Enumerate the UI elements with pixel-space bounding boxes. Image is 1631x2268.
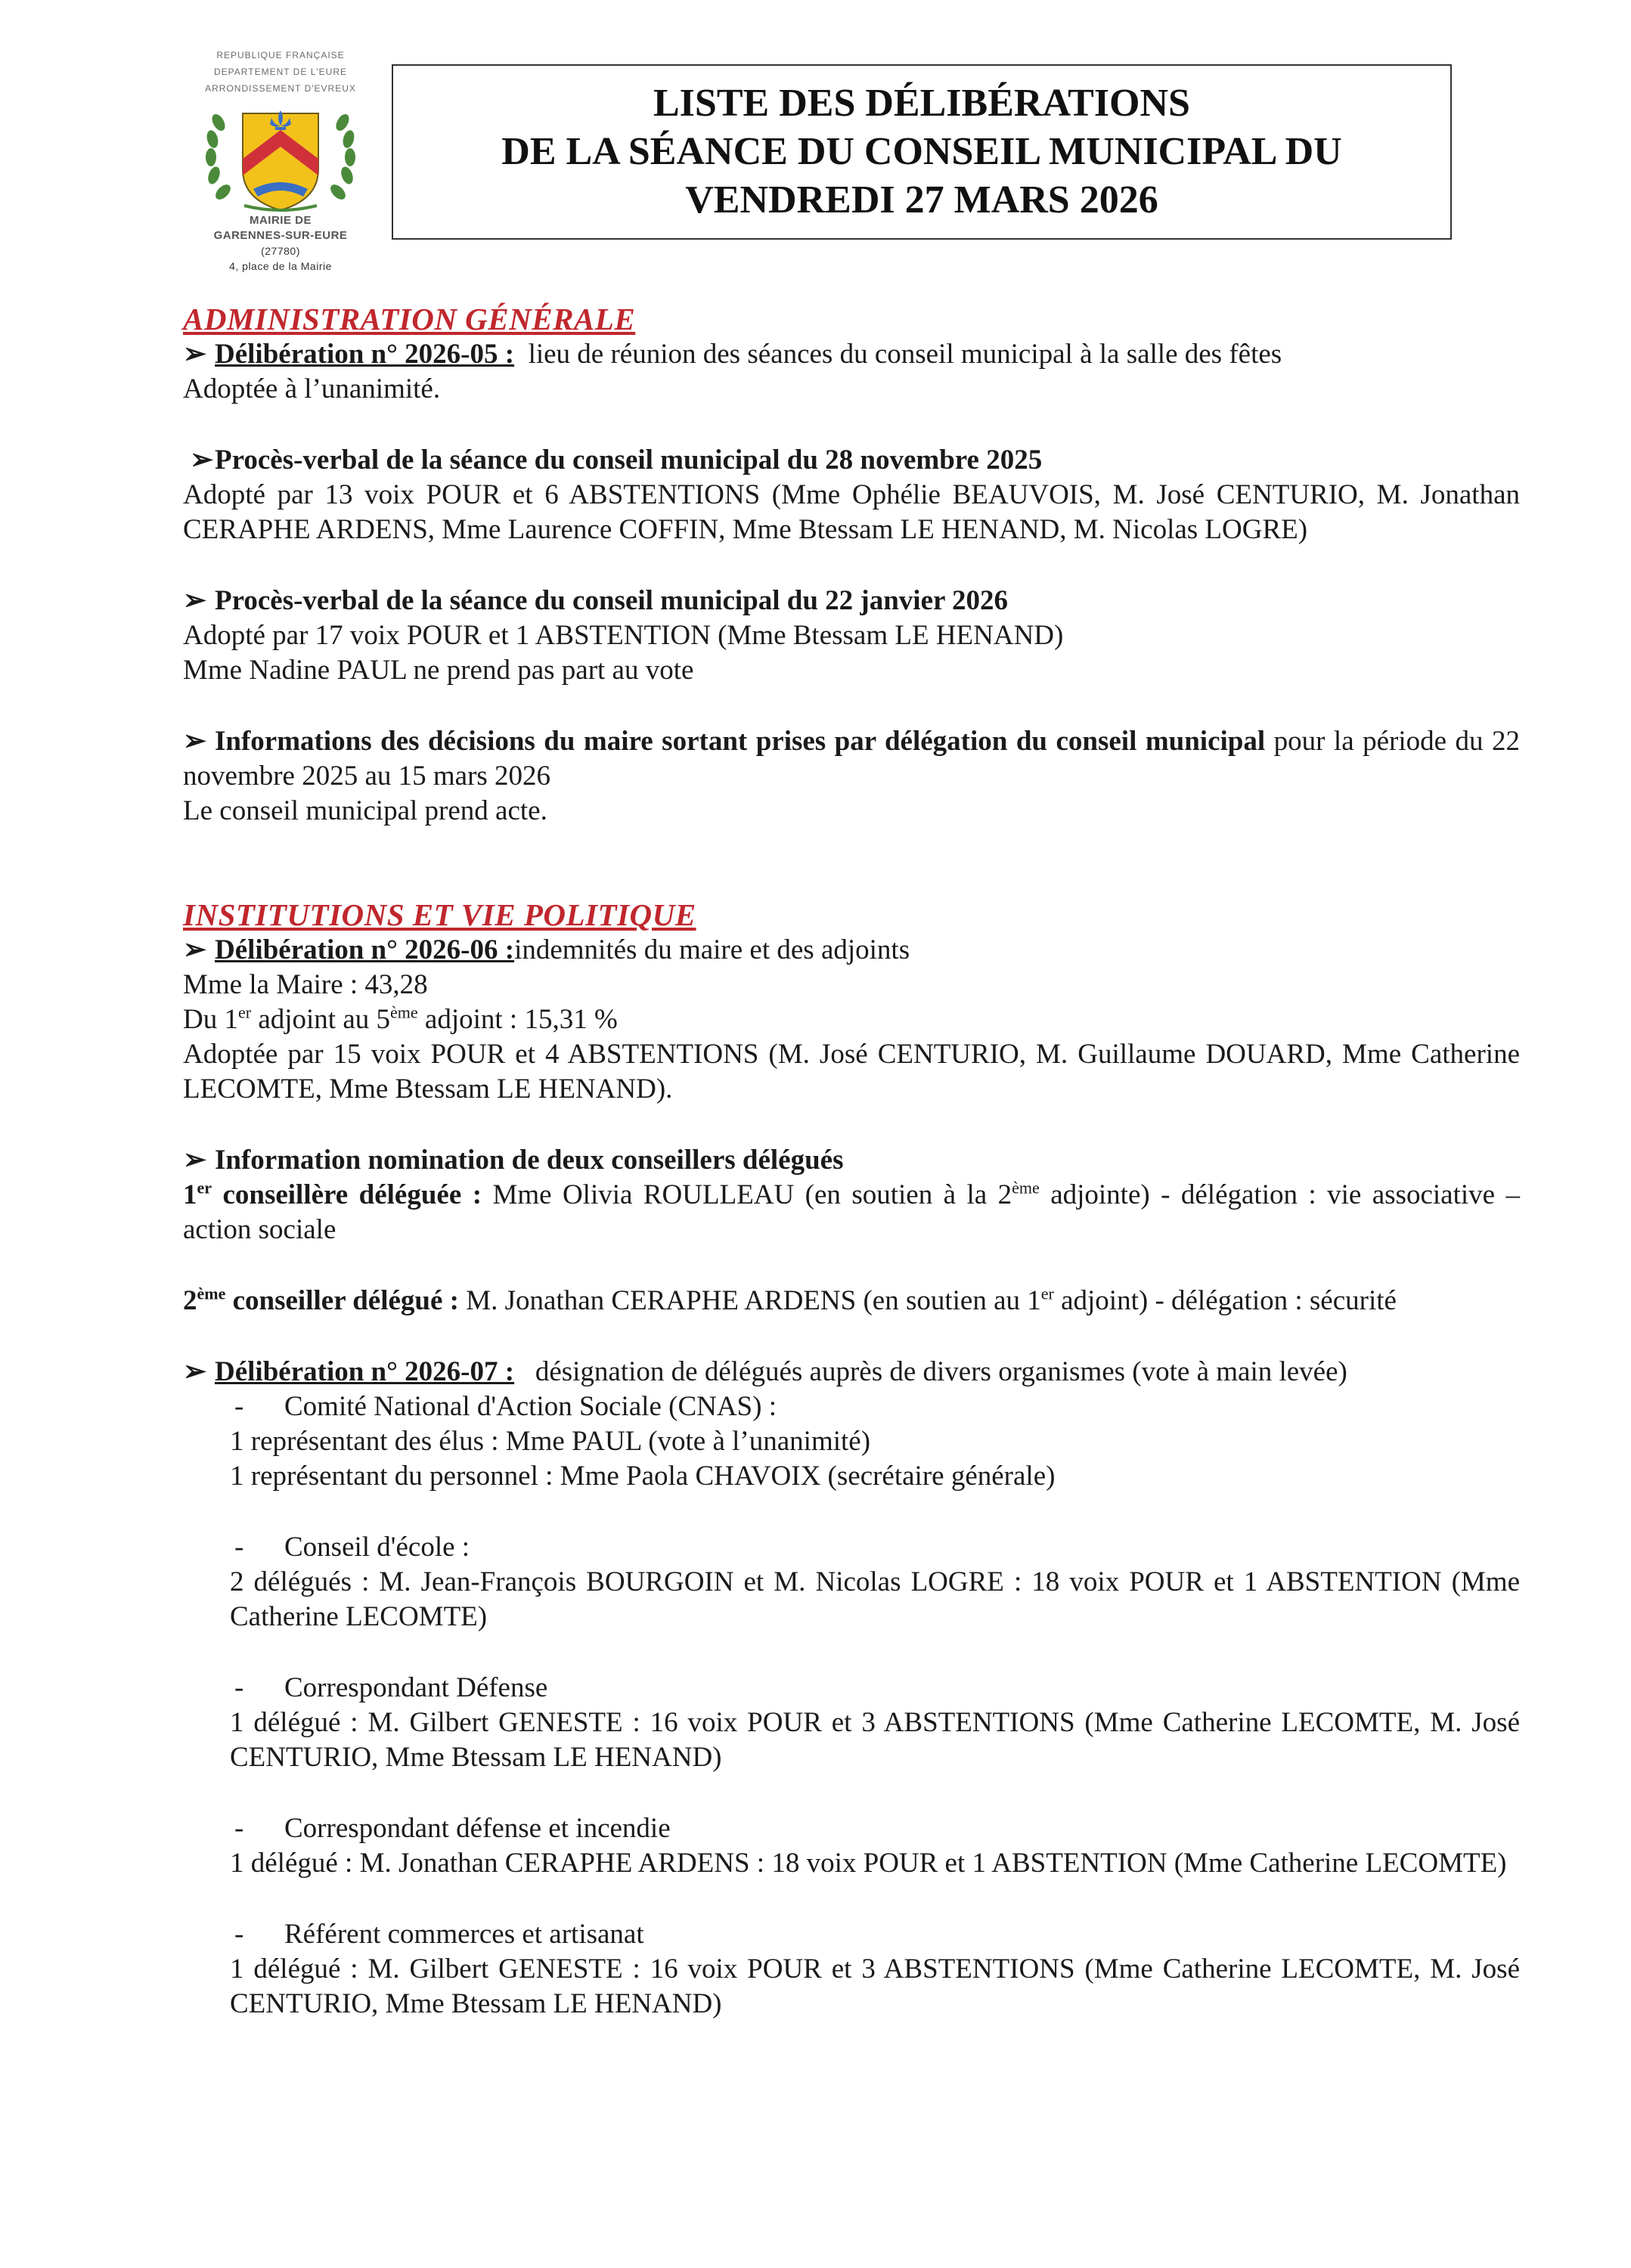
- pv-22-janvier: [183, 584, 1520, 618]
- organisme-line: 1 délégué : M. Jonathan CERAPHE ARDENS : 18 voix POUR et 1 ABSTENTION (Mme Catherine LECOMTE): [230, 1848, 1507, 1879]
- info-text: pour la période du 22 novembre 2025 au 15 mars 2026: [183, 726, 1520, 792]
- logo-line-postcode: (27780): [261, 245, 300, 257]
- deliberation-2026-06: [183, 933, 1520, 968]
- arrow-bullet-icon: ➢: [183, 726, 207, 757]
- nomination-title: Information nomination de deux conseillers délégués: [215, 1145, 844, 1176]
- pv-note: Mme Nadine PAUL ne prend pas part au vote: [183, 655, 694, 686]
- logo-line-departement: DEPARTEMENT DE L'EURE: [214, 67, 347, 77]
- arrow-bullet-icon: ➢: [183, 1145, 207, 1176]
- section-title-institutions: INSTITUTIONS ET VIE POLITIQUE: [183, 897, 696, 932]
- informations-decisions: [183, 724, 1520, 794]
- nomination-conseillers: [183, 1143, 1520, 1178]
- organisme-name: Comité National d'Action Sociale (CNAS) :: [284, 1391, 777, 1422]
- pv-28-novembre: [183, 443, 1520, 478]
- logo-line-commune: GARENNES-SUR-EURE: [213, 229, 348, 242]
- deliberation-label: Délibération n° 2026-07 :: [215, 1356, 515, 1387]
- deliberation-text: désignation de délégués auprès de divers organismes (vote à main levée): [535, 1356, 1347, 1387]
- title-line-2: DE LA SÉANCE DU CONSEIL MUNICIPAL DU: [501, 130, 1342, 173]
- organisme-referent-commerces: - Référent commerces et artisanat 1 délégué : M. Gilbert GENESTE : 16 voix POUR et 3 ABSTENTIONS (Mme Catherine LECOMTE, M. José CENTURIO, Mme Btessam LE HENAND): [230, 1917, 1520, 2022]
- indemnite-adjoints: Du 1er adjoint au 5ème adjoint : 15,31 %: [183, 1002, 618, 1035]
- deliberation-label: Délibération n° 2026-05 :: [215, 339, 515, 370]
- title-line-3: VENDREDI 27 MARS 2026: [685, 178, 1158, 222]
- arrow-bullet-icon: ➢: [183, 585, 207, 616]
- pv-title: Procès-verbal de la séance du conseil municipal du 22 janvier 2026: [215, 585, 1009, 616]
- document-body: [183, 301, 1520, 2022]
- coat-of-arms-icon: [190, 100, 371, 213]
- conseiller-delegue-2: 2ème conseiller délégué : M. Jonathan CERAPHE ARDENS (en soutien au 1er adjoint) - délégation : sécurité: [183, 1284, 1397, 1316]
- commune-logo: [180, 47, 381, 296]
- conseillere-deleguee-1: 1er conseillère déléguée : Mme Olivia ROULLEAU (en soutien à la 2ème adjointe) - délégation : vie associative – action sociale: [183, 1178, 1520, 1245]
- arrow-bullet-icon: ➢: [183, 445, 214, 476]
- organisme-cnas: - Comité National d'Action Sociale (CNAS) : 1 représentant des élus : Mme PAUL (vote à l’unanimité) 1 représentant du personnel : Mme Paola CHAVOIX (secrétaire générale): [230, 1390, 1520, 1494]
- organisme-line: 2 délégués : M. Jean-François BOURGOIN et M. Nicolas LOGRE : 18 voix POUR et 1 ABSTENTION (Mme Catherine LECOMTE): [230, 1566, 1520, 1632]
- deliberation-text: lieu de réunion des séances du conseil municipal à la salle des fêtes: [528, 339, 1282, 370]
- logo-line-arrondissement: ARRONDISSEMENT D'EVREUX: [205, 83, 356, 94]
- deliberation-text: indemnités du maire et des adjoints: [514, 934, 910, 965]
- logo-line-republique: REPUBLIQUE FRANÇAISE: [216, 50, 345, 60]
- document-title-box: [392, 64, 1452, 240]
- deliberation-label: Délibération n° 2026-06 :: [215, 934, 515, 965]
- pv-result: Adopté par 17 voix POUR et 1 ABSTENTION (Mme Btessam LE HENAND): [183, 620, 1064, 651]
- organisme-line: 1 délégué : M. Gilbert GENESTE : 16 voix POUR et 3 ABSTENTIONS (Mme Catherine LECOMTE, M. José CENTURIO, Mme Btessam LE HENAND): [230, 1707, 1520, 1773]
- section-title-administration: ADMINISTRATION GÉNÉRALE: [183, 302, 636, 336]
- organisme-line: 1 représentant des élus : Mme PAUL (vote à l’unanimité): [230, 1426, 871, 1457]
- arrow-bullet-icon: ➢: [183, 339, 207, 370]
- logo-line-mairie: MAIRIE DE: [249, 214, 312, 227]
- deliberation-2026-07: [183, 1355, 1520, 1390]
- pv-title: Procès-verbal de la séance du conseil municipal du 28 novembre 2025: [215, 445, 1043, 476]
- logo-line-address: 4, place de la Mairie: [229, 260, 332, 272]
- deliberation-2026-05: [183, 337, 1520, 372]
- info-result: Le conseil municipal prend acte.: [183, 795, 547, 826]
- organisme-line: 1 délégué : M. Gilbert GENESTE : 16 voix POUR et 3 ABSTENTIONS (Mme Catherine LECOMTE, M. José CENTURIO, Mme Btessam LE HENAND): [230, 1954, 1520, 2019]
- organisme-defense-incendie: - Correspondant défense et incendie 1 délégué : M. Jonathan CERAPHE ARDENS : 18 voix POUR et 1 ABSTENTION (Mme Catherine LECOMTE): [230, 1811, 1520, 1881]
- info-title: Informations des décisions du maire sortant prises par délégation du conseil municipal: [215, 726, 1266, 757]
- organisme-correspondant-defense: - Correspondant Défense 1 délégué : M. Gilbert GENESTE : 16 voix POUR et 3 ABSTENTIONS (Mme Catherine LECOMTE, M. José CENTURIO, Mme Btessam LE HENAND): [230, 1671, 1520, 1775]
- organisme-conseil-ecole: - Conseil d'école : 2 délégués : M. Jean-François BOURGOIN et M. Nicolas LOGRE : 18 voix POUR et 1 ABSTENTION (Mme Catherine LECOMTE): [230, 1530, 1520, 1634]
- organisme-line: 1 représentant du personnel : Mme Paola CHAVOIX (secrétaire générale): [230, 1461, 1056, 1492]
- organisme-name: Correspondant Défense: [284, 1672, 548, 1703]
- deliberation-result: Adoptée à l’unanimité.: [183, 373, 441, 404]
- indemnite-maire: Mme la Maire : 43,28: [183, 969, 428, 1000]
- organisme-name: Correspondant défense et incendie: [284, 1813, 671, 1844]
- title-line-1: LISTE DES DÉLIBÉRATIONS: [653, 82, 1190, 125]
- organisme-name: Conseil d'école :: [284, 1532, 470, 1563]
- arrow-bullet-icon: ➢: [183, 1356, 207, 1387]
- arrow-bullet-icon: ➢: [183, 934, 207, 965]
- deliberation-result: Adoptée par 15 voix POUR et 4 ABSTENTIONS (M. José CENTURIO, M. Guillaume DOUARD, Mme Catherine LECOMTE, Mme Btessam LE HENAND).: [183, 1039, 1520, 1105]
- organisme-name: Référent commerces et artisanat: [284, 1919, 644, 1950]
- pv-result: Adopté par 13 voix POUR et 6 ABSTENTIONS (Mme Ophélie BEAUVOIS, M. José CENTURIO, M. Jonathan CERAPHE ARDENS, Mme Laurence COFFIN, Mme Btessam LE HENAND, M. Nicolas LOGRE): [183, 479, 1520, 545]
